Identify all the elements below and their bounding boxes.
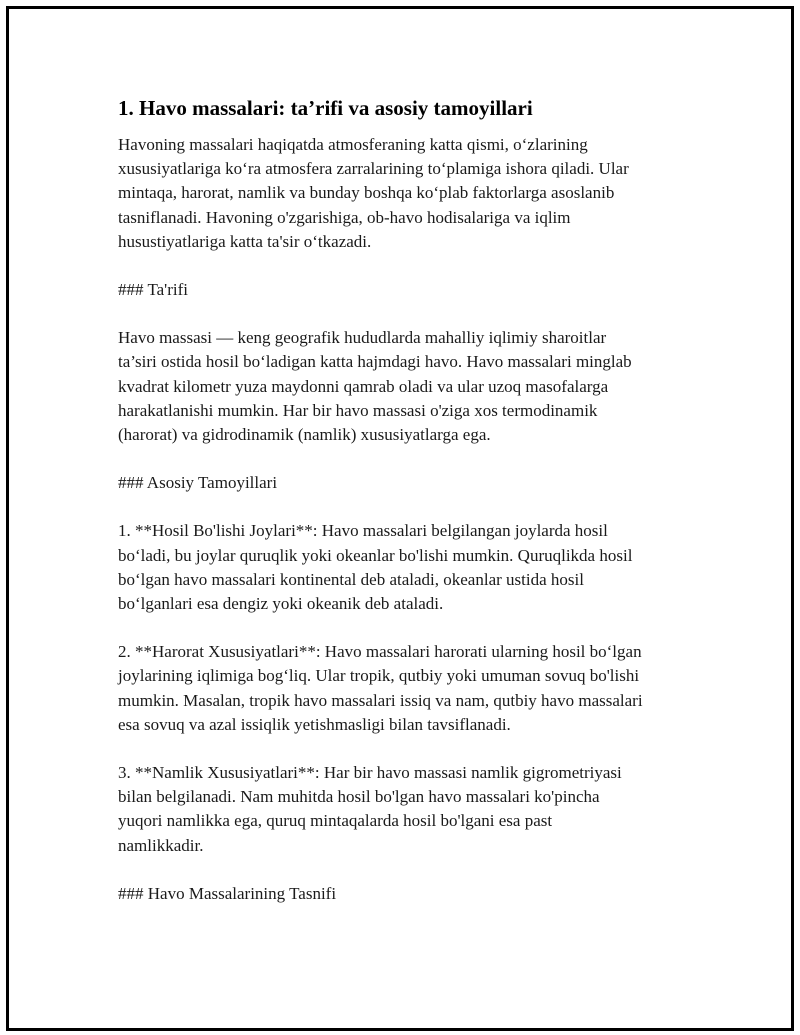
text-line: ### Ta'rifi [118, 280, 189, 300]
list-item-1 [118, 519, 718, 616]
text-line: Havoning massalari haqiqatda atmosferaning katta qismi, o‘zlarining [118, 135, 588, 154]
intro-paragraph [118, 133, 718, 254]
text-line: 1. **Hosil Bo'lishi Joylari**: Havo massalari belgilangan joylarda hosil [118, 521, 608, 541]
text-line: joylarining iqlimiga bog‘liq. Ular tropik, qutbiy yoki umuman sovuq bo'lishi [118, 666, 640, 686]
text-line: ### Asosiy Tamoyillari [118, 473, 278, 493]
subheading-tasnifi [118, 882, 718, 906]
text-line: harakatlanishi mumkin. Har bir havo massasi o'ziga xos termodinamik [118, 400, 598, 420]
list-item-2 [118, 640, 718, 737]
text-line: mumkin. Masalan, tropik havo massalari issiq va nam, qutbiy havo massalari [118, 690, 643, 710]
text-line: ### Havo Massalarining Tasnifi [118, 883, 337, 903]
text-line: 2. **Harorat Xususiyatlari**: Havo massalari harorati ularning hosil bo‘lgan [118, 642, 642, 662]
text-line: esa sovuq va azal issiqlik yetishmasligi bilan tavsiflanadi. [118, 714, 511, 734]
text-line: xususiyatlariga ko‘ra atmosfera zarralarining to‘plamiga ishora qiladi. Ular [118, 159, 629, 179]
list-item-3 [118, 761, 718, 858]
section-heading: 1. Havo massalari: ta’rifi va asosiy tamoyillari [118, 96, 533, 120]
text-line: kvadrat kilometr yuza maydonni qamrab oladi va ular uzoq masofalarga [118, 376, 609, 396]
text-line: Havo massasi — keng geografik hududlarda mahalliy iqlimiy sharoitlar [118, 328, 607, 348]
subheading-tarifi [118, 278, 718, 302]
text-line: tasniflanadi. Havoning o'zgarishiga, ob-havo hodisalariga va iqlim [118, 207, 571, 227]
text-line: ta’siri ostida hosil bo‘ladigan katta hajmdagi havo. Havo massalari minglab [118, 352, 632, 372]
text-line: (harorat) va gidrodinamik (namlik) xususiyatlarga ega. [118, 425, 491, 445]
text-line: yuqori namlikka ega, quruq mintaqalarda hosil bo'lgani esa past [118, 811, 553, 831]
document-body [118, 96, 718, 906]
text-line: mintaqa, harorat, namlik va bunday boshqa ko‘plab faktorlarga asoslanib [118, 183, 615, 203]
definition-paragraph [118, 326, 718, 447]
text-line: bo‘lganlari esa dengiz yoki okeanik deb ataladi. [118, 594, 444, 614]
text-line: 3. **Namlik Xususiyatlari**: Har bir havo massasi namlik gigrometriyasi [118, 763, 622, 783]
text-line: husustiyatlariga katta ta'sir o‘tkazadi. [118, 231, 372, 251]
text-line: bo‘ladi, bu joylar quruqlik yoki okeanlar bo'lishi mumkin. Quruqlikda hosil [118, 545, 633, 565]
text-line: bilan belgilanadi. Nam muhitda hosil bo'lgan havo massalari ko'pincha [118, 787, 600, 807]
text-line: bo‘lgan havo massalari kontinental deb ataladi, okeanlar ustida hosil [118, 569, 584, 589]
subheading-tamoyillari [118, 471, 718, 495]
text-line: namlikkadir. [118, 835, 204, 855]
